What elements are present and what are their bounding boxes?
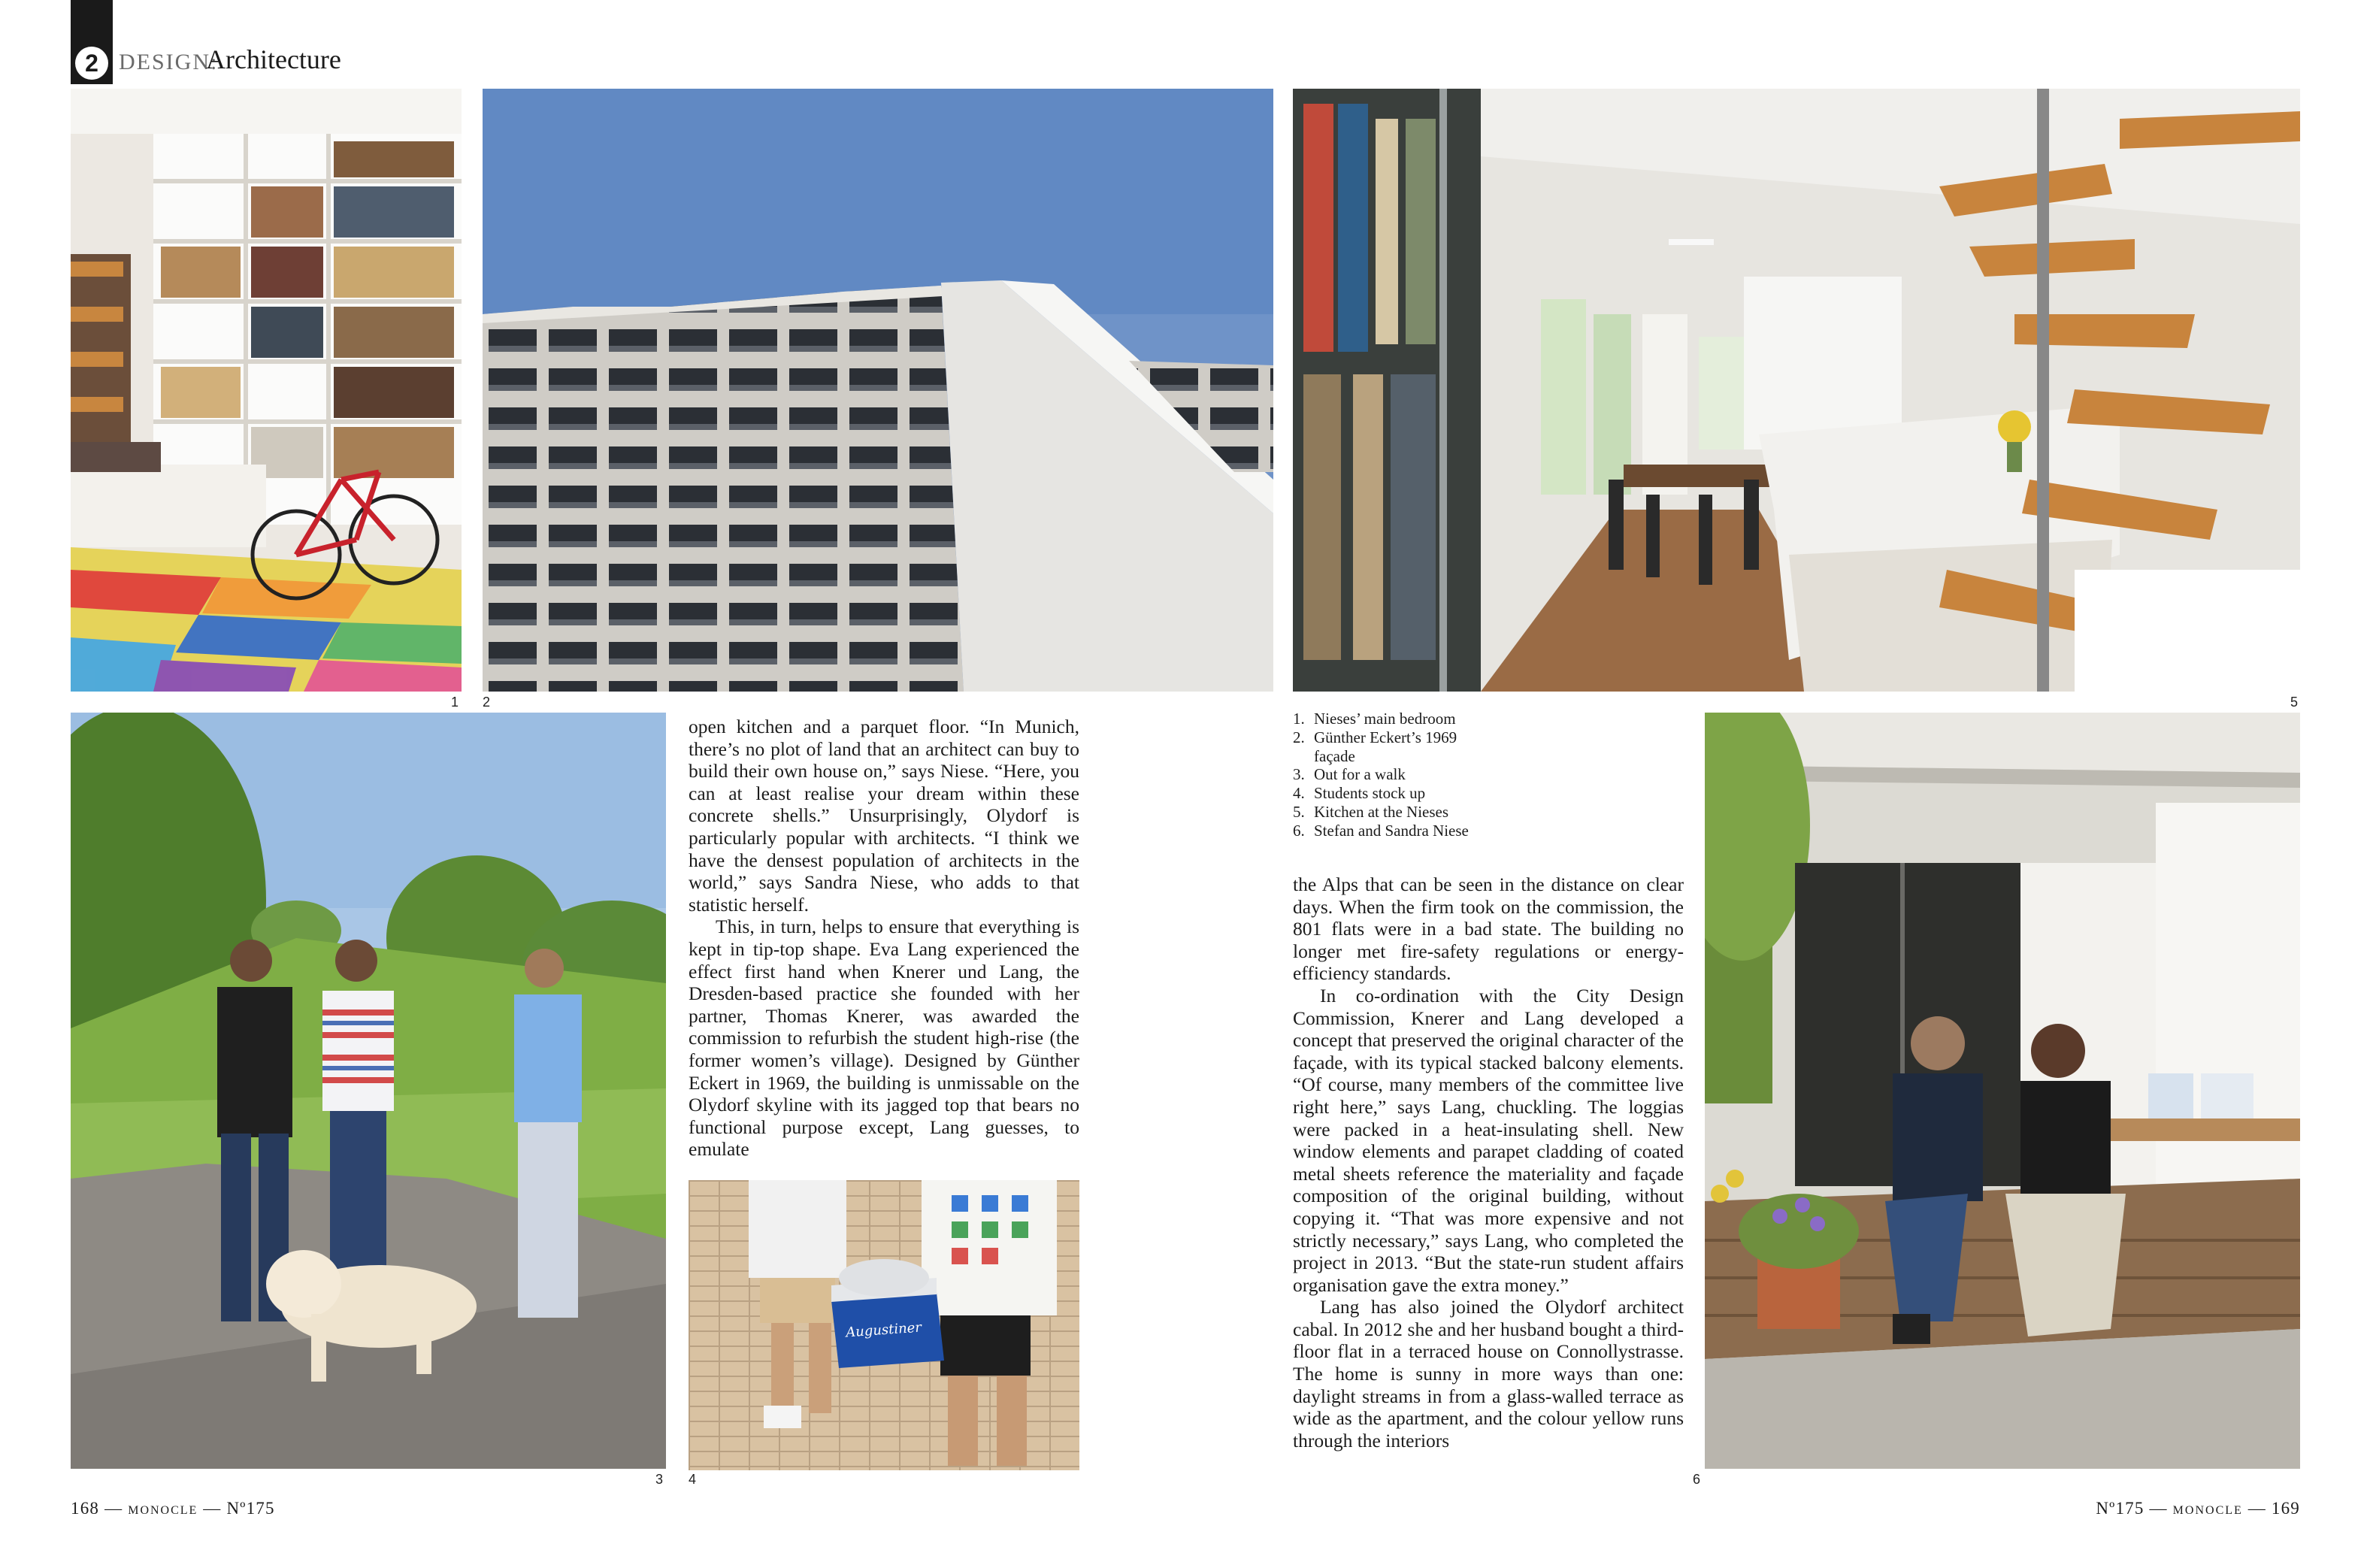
page-number: 169 — [2271, 1499, 2300, 1518]
caption-item: 2. Günther Eckert’s 1969 façade — [1293, 728, 1457, 765]
body-paragraph: This, in turn, helps to ensure that everything is kept in tip-top shape. Eva Lang experienced the effect first hand when Knerer und Lang, the Dresden-based practice she founded with her partner, Thomas Knerer, was awarded the commission to refurbish the student high-rise (the former women’s village). Designed by Günther Eckert in 1969, the building is unmissable on the Olydorf skyline with its jagged top that bears no functional purpose except, Lang guesses, to emulate — [689, 916, 1079, 1161]
caption-item: 4. Students stock up — [1293, 784, 1426, 803]
body-paragraph: open kitchen and a parquet floor. “In Munich, there’s no plot of land that an architect can buy to build their own house on,” says Niese. “Here, you can at least realise your dream within these concrete shells.” Unsurprisingly, Olydorf is particularly popular with architects. “I think we have the densest population of architects in the world,” says Sandra Niese, who adds to that statistic herself. — [689, 716, 1079, 916]
photo-walk — [71, 713, 666, 1469]
photo-kitchen — [1293, 89, 2300, 692]
body-paragraph: In co-ordination with the City Design Commission, Knerer and Lang developed a concept that preserved the original character of the façade, with its typical stacked balcony elements. “Of course, many members of the committee live right here,” says Lang, chuckling. The loggias were packed in a heat-insulating shell. New window elements and parapet cladding of coated metal sheets reference the materiality and façade composition of the original building, without copying it. “That was more expensive and not strictly necessary,” says Lang, who completed the project in 2013. “But the state-run student affairs organisation gave the extra money.” — [1293, 984, 1684, 1296]
section-label: DESIGN: — [119, 50, 219, 74]
photo-number-6: 6 — [1693, 1472, 1701, 1487]
page-number: 168 — [71, 1499, 100, 1518]
body-paragraph: the Alps that can be seen in the distance on clear days. When the firm took on the commission, the 801 flats were in a bad state. The building no longer met fire-safety regulations or energy-efficiency standards. — [1293, 873, 1684, 985]
photo-couple — [1705, 713, 2300, 1469]
issue-number: Nº175 — [2096, 1499, 2145, 1518]
folio-right: Nº175 — monocle — 169 — [2096, 1499, 2300, 1518]
body-column-left — [689, 716, 1079, 1161]
photo-number-4: 4 — [689, 1472, 697, 1487]
magazine-name: monocle — [128, 1499, 198, 1518]
folio-left: 168 — monocle — Nº175 — [71, 1499, 275, 1518]
caption-item: 5. Kitchen at the Nieses — [1293, 802, 1449, 821]
section-number-badge: 2 — [75, 47, 108, 80]
photo-number-5: 5 — [2290, 695, 2299, 710]
photo-facade — [483, 89, 1273, 692]
photo-number-1: 1 — [451, 695, 459, 710]
photo-number-2: 2 — [483, 695, 491, 710]
body-paragraph: Lang has also joined the Olydorf architect cabal. In 2012 she and her husband bought a third-floor flat in a terraced house on Connollystrasse. The home is sunny in more ways than one: daylight streams in from a glass-walled terrace as wide as the apartment, and the colour yellow runs through the interiors — [1293, 1296, 1684, 1451]
caption-item: 3. Out for a walk — [1293, 765, 1406, 784]
issue-number: Nº175 — [226, 1499, 275, 1518]
caption-item: 6. Stefan and Sandra Niese — [1293, 821, 1469, 840]
photo-captions — [1293, 710, 1684, 840]
body-column-right — [1293, 873, 1684, 1451]
photo-number-3: 3 — [655, 1472, 664, 1487]
caption-item: 1. Nieses’ main bedroom — [1293, 710, 1456, 728]
photo-bedroom — [71, 89, 462, 692]
photo-students — [689, 1180, 1079, 1470]
crate-label: Augustiner — [845, 1319, 922, 1341]
section-title: Architecture — [206, 44, 341, 74]
magazine-name: monocle — [2172, 1499, 2243, 1518]
